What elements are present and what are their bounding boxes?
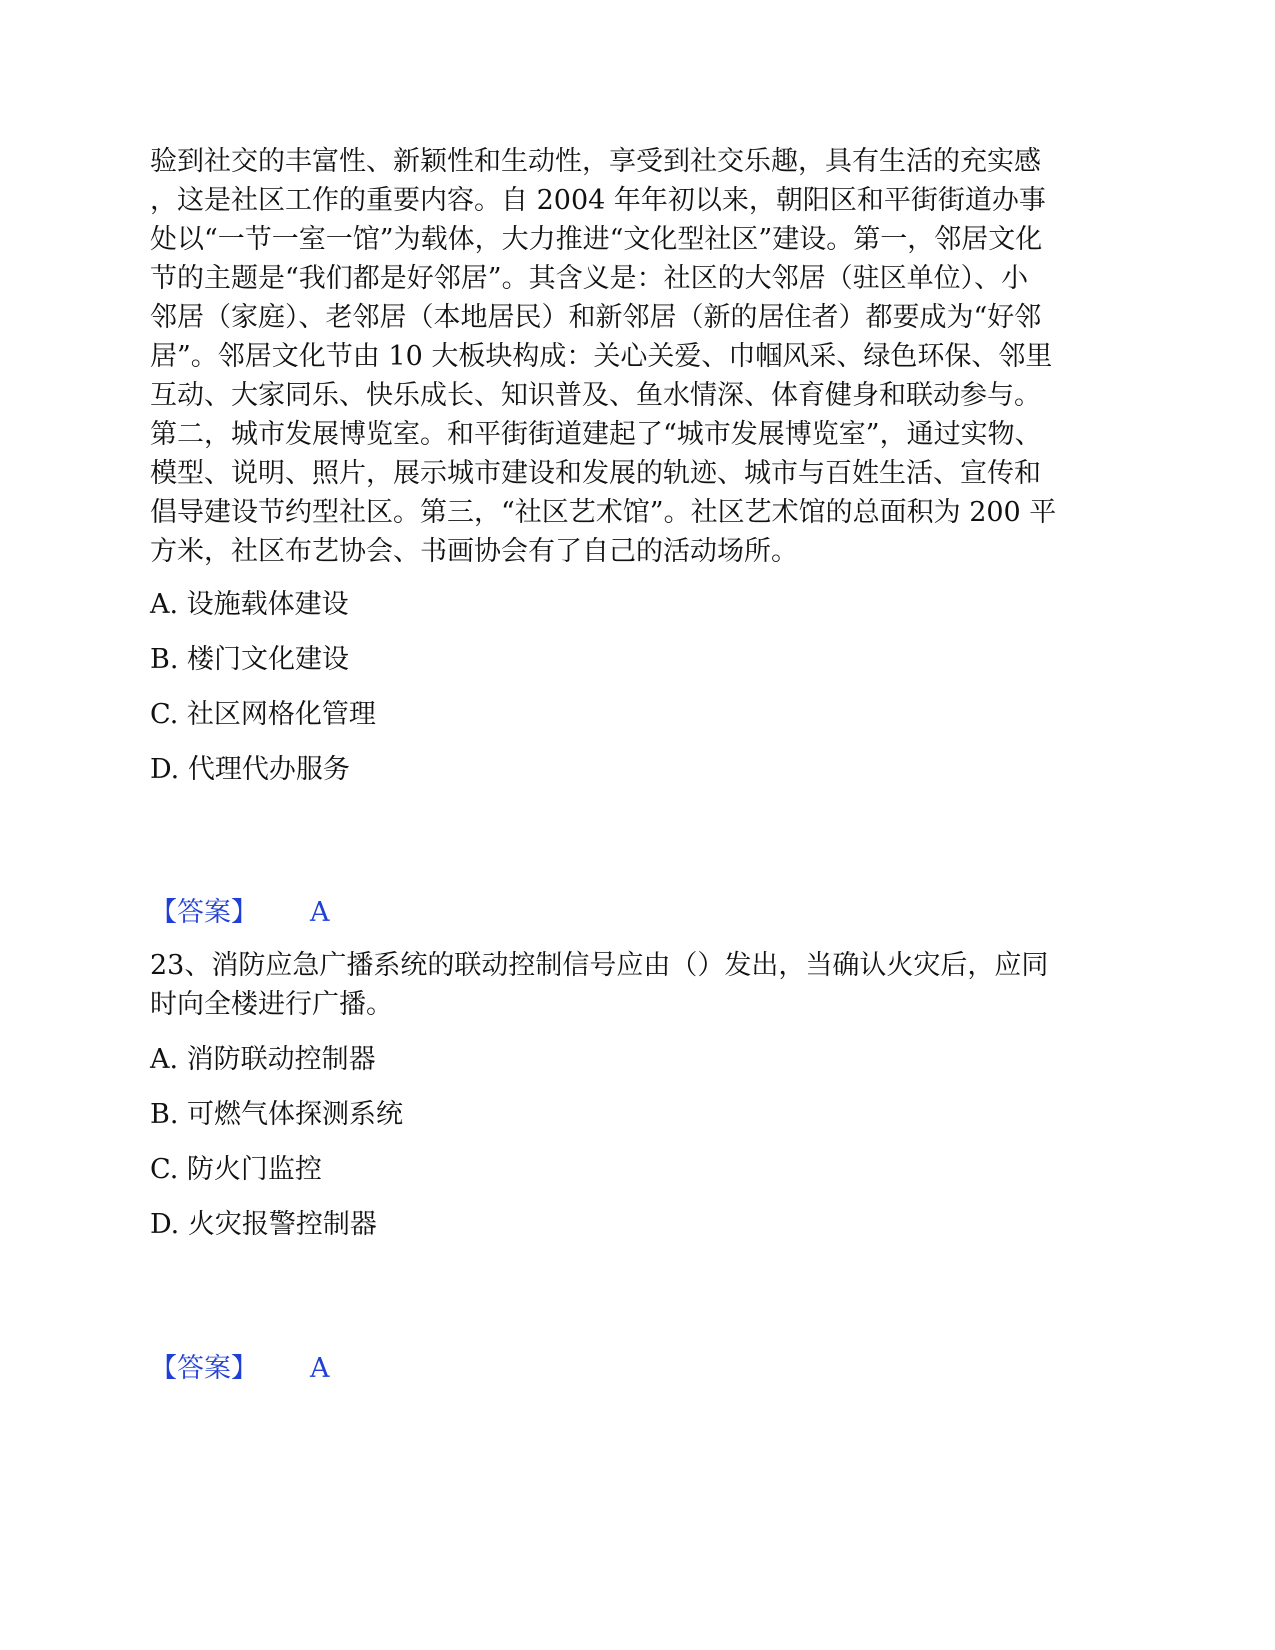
passage-line: 互动、大家同乐、快乐成长、知识普及、鱼水情深、体育健身和联动参与。	[150, 380, 1041, 411]
option-d: D. 火灾报警控制器	[150, 1209, 377, 1240]
passage-line: 处以“一节一室一馆”为载体，大力推进“文化型社区”建设。第一，邻居文化	[150, 224, 1043, 255]
option-c: C. 防火门监控	[150, 1154, 322, 1185]
passage-line: 模型、说明、照片，展示城市建设和发展的轨迹、城市与百姓生活、宣传和	[150, 458, 1041, 489]
question-text: 23、消防应急广播系统的联动控制信号应由（）发出，当确认火灾后，应同	[150, 950, 1049, 981]
passage-line: 居”。邻居文化节由 10 大板块构成：关心关爱、巾帼风采、绿色环保、邻里	[150, 341, 1053, 372]
option-a: A. 消防联动控制器	[150, 1044, 376, 1075]
answer-value: A	[310, 897, 330, 928]
answer-label: 【答案】	[150, 897, 258, 928]
passage-line: 验到社交的丰富性、新颖性和生动性，享受到社交乐趣，具有生活的充实感	[150, 146, 1041, 177]
option-d: D. 代理代办服务	[150, 754, 350, 785]
answer-label: 【答案】	[150, 1353, 258, 1384]
option-a: A. 设施载体建设	[150, 589, 349, 620]
option-c: C. 社区网格化管理	[150, 699, 376, 730]
passage-line: ，这是社区工作的重要内容。自 2004 年年初以来，朝阳区和平街街道办事	[150, 185, 1046, 216]
option-b: B. 可燃气体探测系统	[150, 1099, 404, 1130]
passage-line: 倡导建设节约型社区。第三，“社区艺术馆”。社区艺术馆的总面积为 200 平	[150, 497, 1057, 528]
passage-line: 第二，城市发展博览室。和平街街道建起了“城市发展博览室”，通过实物、	[150, 419, 1042, 450]
question-text: 时向全楼进行广播。	[150, 989, 393, 1020]
passage-line: 方米，社区布艺协会、书画协会有了自己的活动场所。	[150, 536, 798, 567]
answer-row	[150, 1349, 330, 1389]
option-b: B. 楼门文化建设	[150, 644, 350, 675]
passage-line: 节的主题是“我们都是好邻居”。其含义是：社区的大邻居（驻区单位）、小	[150, 263, 1029, 294]
answer-row	[150, 893, 330, 933]
answer-value: A	[310, 1353, 330, 1384]
passage-line: 邻居（家庭）、老邻居（本地居民）和新邻居（新的居住者）都要成为“好邻	[150, 302, 1042, 333]
